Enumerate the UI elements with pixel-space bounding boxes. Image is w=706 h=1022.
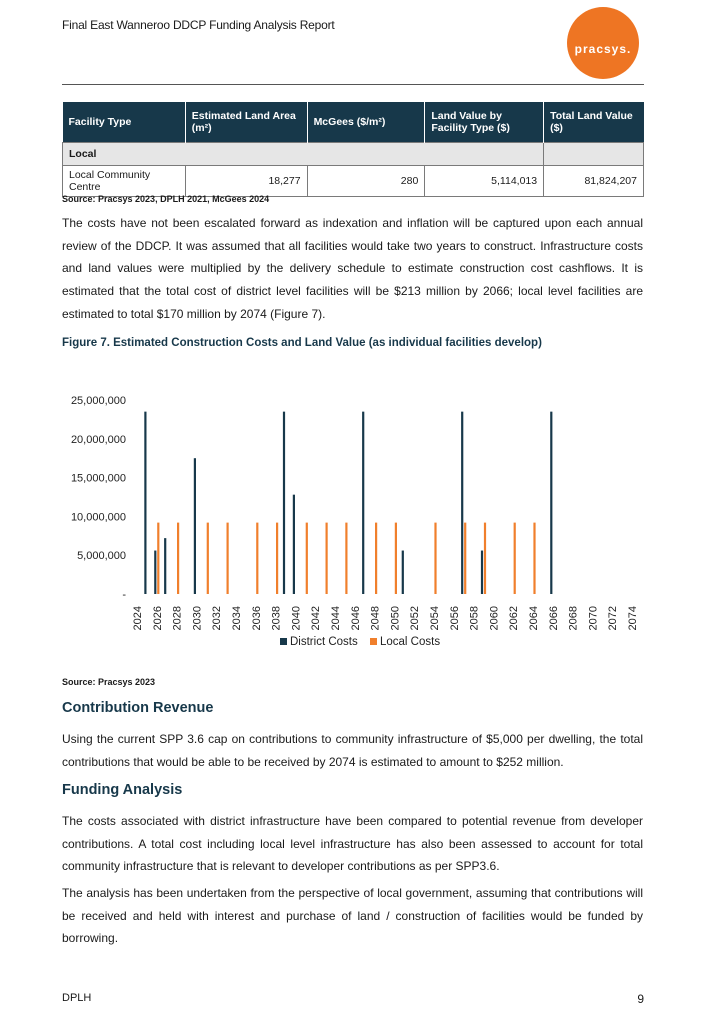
x-tick-label: 2058: [468, 606, 481, 631]
header-estimated-land-area: Estimated Land Area (m²): [185, 102, 307, 143]
x-tick-label: 2056: [448, 606, 461, 631]
group-empty-cell: [544, 143, 644, 166]
heading-funding-analysis: Funding Analysis: [62, 782, 183, 798]
x-tick-label: 2054: [429, 606, 441, 631]
legend-swatch-district: [280, 638, 287, 645]
x-tick-label: 2046: [349, 606, 362, 631]
district-cost-bar: [194, 458, 196, 594]
x-tick-label: 2036: [250, 606, 263, 631]
x-tick-label: 2050: [389, 606, 402, 631]
local-cost-bar: [256, 523, 258, 594]
header-facility-type: Facility Type: [63, 102, 186, 143]
x-tick-label: 2028: [171, 606, 184, 631]
local-cost-bar: [533, 523, 535, 594]
table-group-row: [63, 143, 644, 166]
local-cost-bar: [345, 523, 347, 594]
x-tick-label: 2048: [369, 606, 382, 631]
x-tick-label: 2038: [270, 606, 283, 631]
cell-facility: Local Community Centre: [63, 166, 186, 197]
district-cost-bar: [461, 412, 463, 594]
local-cost-bar: [375, 523, 377, 594]
x-tick-label: 2034: [231, 606, 243, 631]
local-cost-bar: [326, 523, 328, 594]
legend-swatch-local: [370, 638, 377, 645]
heading-contribution-revenue: Contribution Revenue: [62, 700, 214, 716]
page-number: 9: [637, 992, 644, 1006]
x-tick-label: 2064: [528, 606, 540, 631]
header-divider: [62, 84, 644, 85]
x-tick-label: 2052: [409, 606, 422, 631]
x-tick-label: 2068: [567, 605, 580, 631]
district-cost-bar: [481, 551, 483, 594]
footer-organisation: DPLH: [62, 992, 92, 1004]
district-cost-bar: [402, 551, 404, 594]
table-header-row: [63, 102, 644, 143]
construction-costs-chart: [62, 384, 644, 660]
district-cost-bar: [144, 412, 146, 594]
y-tick-label: -: [122, 589, 126, 601]
header-land-value-by-type: Land Value by Facility Type ($): [425, 102, 544, 143]
local-cost-bar: [514, 523, 516, 594]
x-tick-label: 2024: [132, 606, 144, 631]
district-cost-bar: [283, 412, 285, 594]
paragraph-costs: The costs have not been escalated forward as indexation and inflation will be captured upon each annual review of the DDCP. It was assumed that all facilities would take two years to construct. Infrastructure costs and land values were multiplied by the delivery schedule to estimate construction cost cashflows. It is estimated that the total cost of district level facilities will be $213 million by 2066; local level facilities are estimated to total $170 million by 2074 (Figure 7).: [62, 216, 643, 321]
district-cost-bar: [362, 412, 364, 594]
figure-source: Source: Pracsys 2023: [62, 677, 156, 687]
district-cost-bar: [293, 495, 295, 594]
local-cost-bar: [207, 523, 209, 594]
x-tick-label: 2030: [191, 606, 204, 631]
y-tick-label: 5,000,000: [77, 550, 126, 563]
cell-land-area: 18,277: [185, 166, 307, 197]
district-cost-bar: [154, 551, 156, 594]
document-header-title: Final East Wanneroo DDCP Funding Analysis Report: [62, 18, 335, 32]
x-tick-label: 2062: [508, 606, 521, 631]
local-cost-bar: [464, 523, 466, 594]
x-tick-label: 2042: [310, 606, 323, 631]
x-tick-label: 2040: [290, 606, 303, 631]
header-mcgees: McGees ($/m²): [307, 102, 425, 143]
x-tick-label: 2066: [547, 606, 560, 631]
y-tick-label: 20,000,000: [70, 433, 126, 446]
x-tick-label: 2072: [607, 606, 620, 631]
paragraph-analysis-perspective: The analysis has been undertaken from the perspective of local government, assuming that contributions will be received and held with interest and purchase of land / construction of facilities would be funded by borrowing.: [62, 886, 643, 946]
figure-caption: Figure 7. Estimated Construction Costs and Land Value (as individual facilities develop): [62, 337, 542, 349]
table-source: Source: Pracsys 2023, DPLH 2021, McGees 2024: [62, 194, 270, 204]
district-cost-bar: [550, 412, 552, 594]
local-cost-bar: [157, 523, 159, 594]
pracsys-logo: [567, 7, 639, 79]
local-cost-bar: [395, 523, 397, 594]
group-label: Local: [63, 143, 544, 166]
logo-text: pracsys.: [574, 42, 632, 56]
local-cost-bar: [177, 523, 179, 594]
cell-land-value: 5,114,013: [425, 166, 544, 197]
local-cost-bar: [484, 523, 486, 594]
local-cost-bar: [276, 523, 278, 594]
cell-mcgees: 280: [307, 166, 425, 197]
table-row: [63, 166, 644, 197]
land-value-table: [62, 102, 644, 197]
legend-label-local: Local Costs: [380, 636, 441, 648]
x-tick-label: 2044: [330, 606, 342, 631]
legend-label-district: District Costs: [290, 636, 358, 648]
y-tick-label: 25,000,000: [70, 395, 126, 407]
y-tick-label: 10,000,000: [70, 511, 126, 524]
local-cost-bar: [306, 523, 308, 594]
local-cost-bar: [227, 523, 229, 594]
x-tick-label: 2032: [211, 606, 224, 631]
local-cost-bar: [434, 523, 436, 594]
x-tick-label: 2026: [151, 606, 164, 631]
x-tick-label: 2070: [587, 606, 600, 631]
x-tick-label: 2074: [627, 606, 639, 631]
x-tick-label: 2060: [488, 606, 501, 631]
cell-total-land-value: 81,824,207: [544, 166, 644, 197]
district-cost-bar: [164, 538, 166, 594]
paragraph-contribution-revenue: Using the current SPP 3.6 cap on contributions to community infrastructure of $5,000 per dwelling, the total contributions that would be able to be received by 2074 is estimated to amount to $252 million.: [62, 732, 643, 769]
y-tick-label: 15,000,000: [70, 472, 126, 485]
header-total-land-value: Total Land Value ($): [544, 102, 644, 143]
paragraph-funding-analysis: The costs associated with district infrastructure have been compared to potential revenue from developer contributions. A total cost including local level infrastructure has also been assessed to account for total community infrastructure that is relevant to developer contributions as per SPP3.6.: [62, 814, 643, 874]
